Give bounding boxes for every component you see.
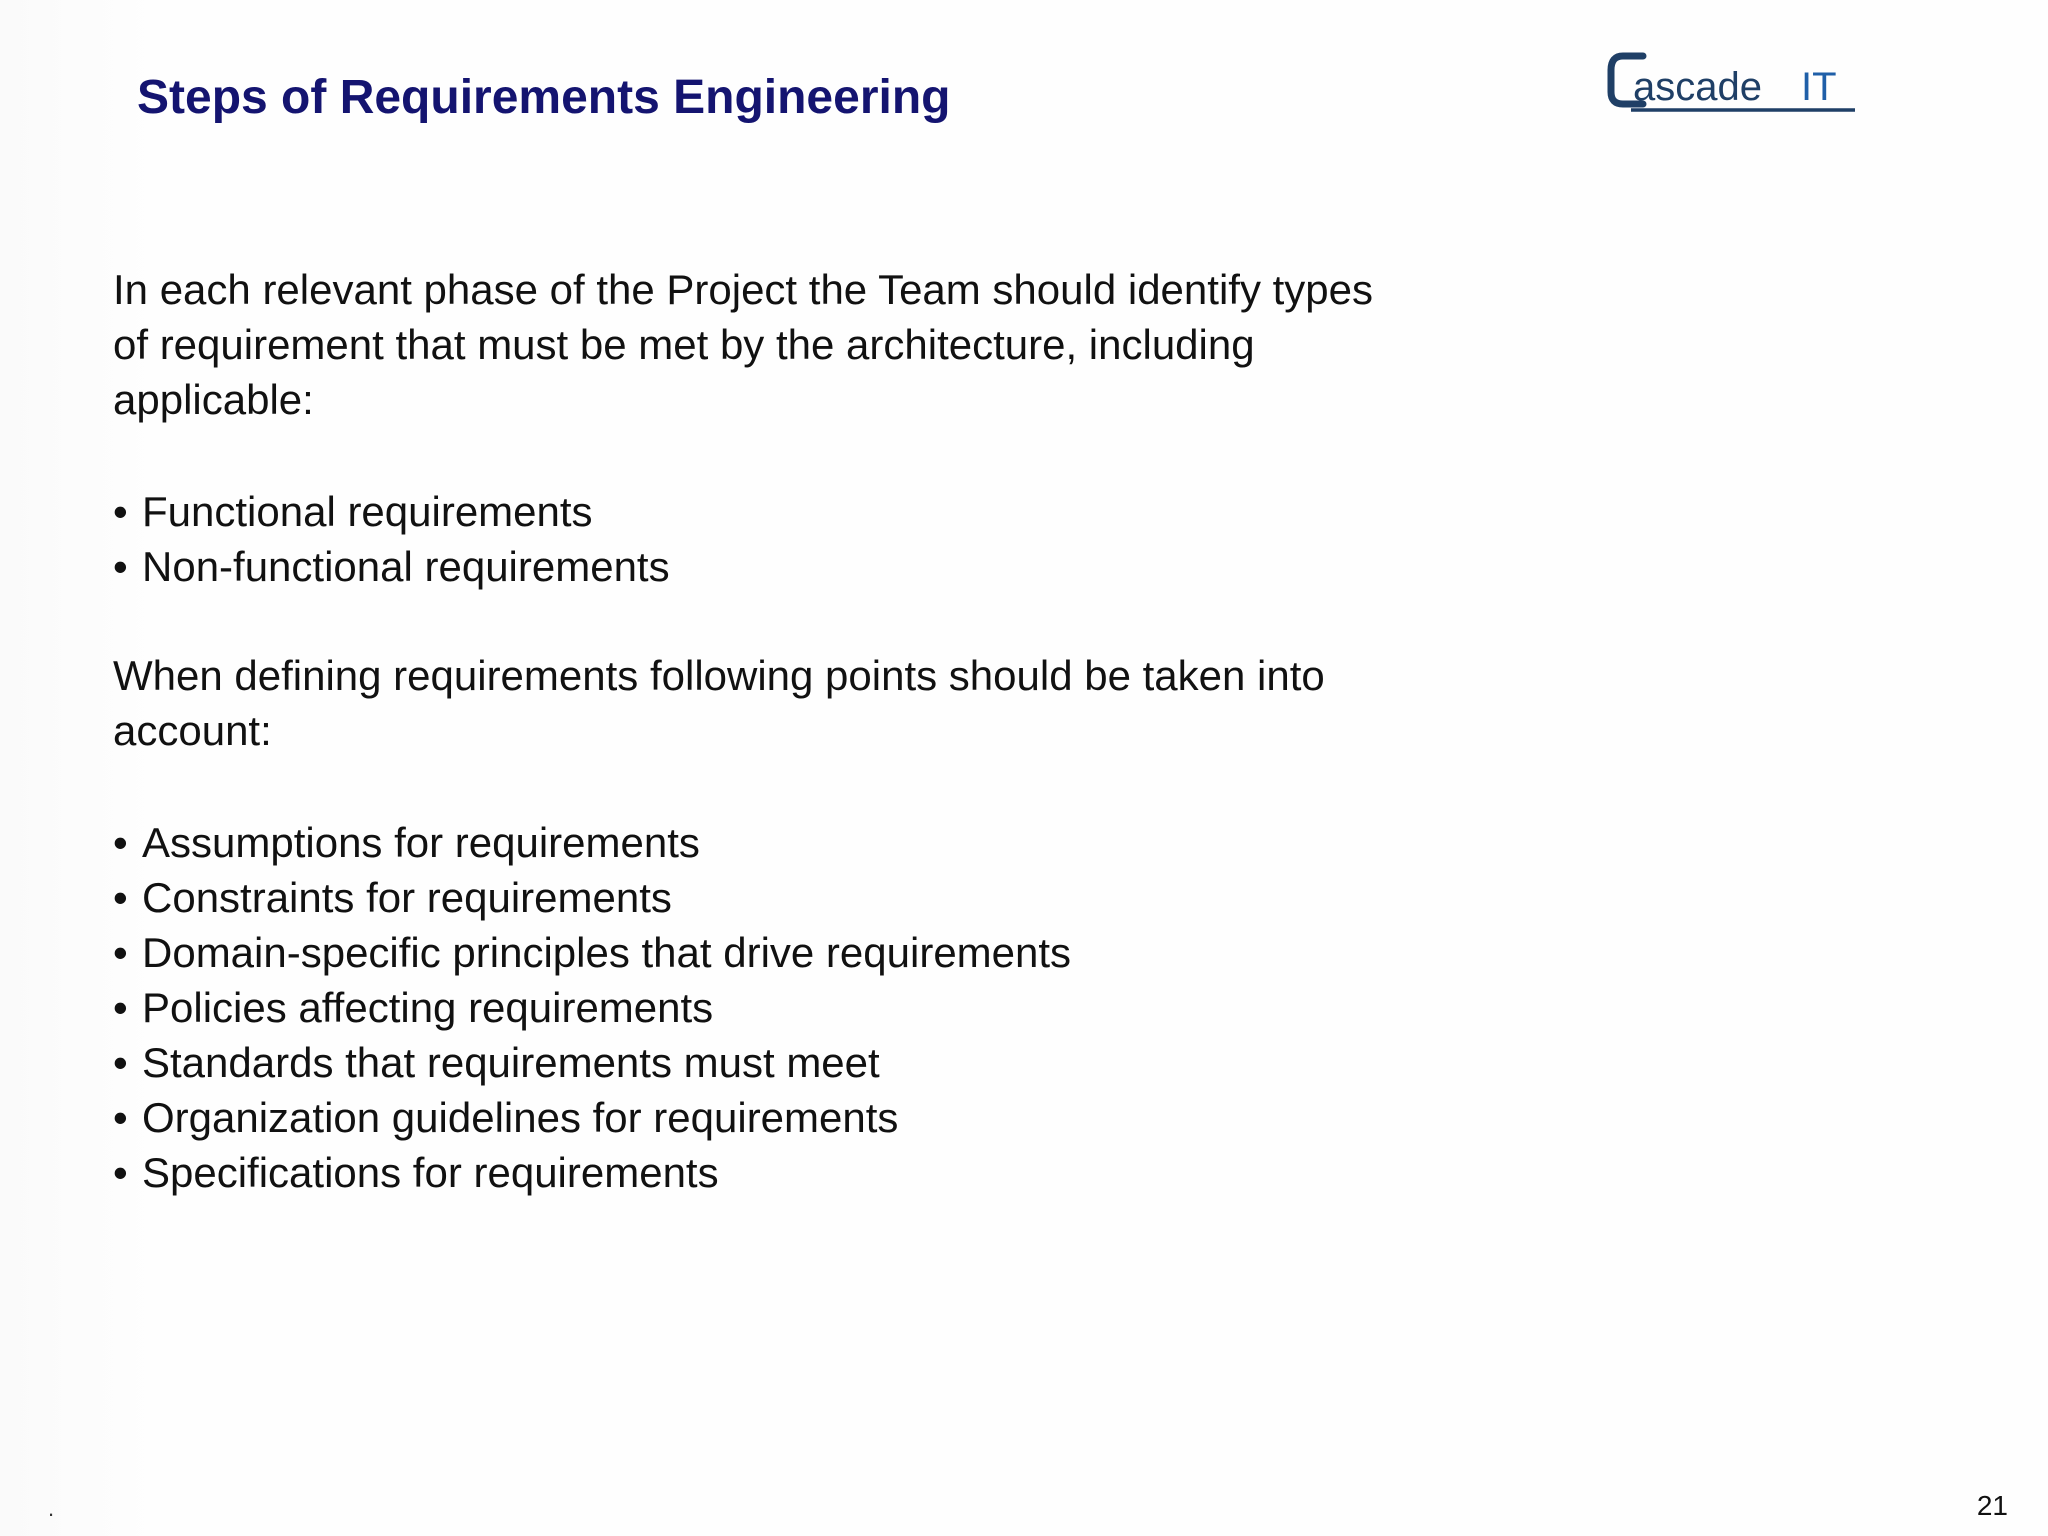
list-item-text: Specifications for requirements <box>142 1149 719 1196</box>
list-item-text: Constraints for requirements <box>142 874 672 921</box>
bullet: • <box>113 929 128 976</box>
list-item <box>113 1145 1071 1200</box>
cascade-it-logo <box>1605 50 1865 120</box>
defining-paragraph <box>113 648 1325 758</box>
list-item <box>113 925 1071 980</box>
defining-line: account: <box>113 707 272 754</box>
page-number: 21 <box>1976 1490 2008 1521</box>
bullet: • <box>113 819 128 866</box>
list-item-text: Policies affecting requirements <box>142 984 714 1031</box>
logo-text-accent: IT <box>1801 65 1837 109</box>
bullet: • <box>113 488 128 535</box>
list-item <box>113 815 1071 870</box>
requirement-types-list <box>113 484 670 594</box>
bullet: • <box>113 1149 128 1196</box>
list-item <box>113 980 1071 1035</box>
bullet: • <box>113 874 128 921</box>
list-item <box>113 1035 1071 1090</box>
list-item-text: Domain-specific principles that drive requirements <box>142 929 1072 976</box>
bullet: • <box>113 1094 128 1141</box>
list-item <box>113 870 1071 925</box>
defining-line: When defining requirements following points should be taken into <box>113 652 1325 699</box>
intro-paragraph <box>113 262 1373 427</box>
list-item-text: Organization guidelines for requirements <box>142 1094 899 1141</box>
considerations-list <box>113 815 1071 1200</box>
list-item-text: Assumptions for requirements <box>142 819 700 866</box>
intro-line: In each relevant phase of the Project the Team should identify types <box>113 266 1373 313</box>
list-item <box>113 1090 1071 1145</box>
logo-text-main: ascade <box>1633 65 1762 109</box>
intro-line: applicable: <box>113 376 314 423</box>
slide-title: Steps of Requirements Engineering <box>137 71 951 124</box>
list-item <box>113 484 670 539</box>
left-shade <box>0 0 165 1536</box>
list-item <box>113 539 670 594</box>
bullet: • <box>113 543 128 590</box>
bullet: • <box>113 1039 128 1086</box>
list-item-text: Functional requirements <box>142 488 593 535</box>
list-item-text: Standards that requirements must meet <box>142 1039 880 1086</box>
list-item-text: Non-functional requirements <box>142 543 670 590</box>
footer-dot: . <box>48 1496 55 1521</box>
intro-line: of requirement that must be met by the architecture, including <box>113 321 1255 368</box>
bullet: • <box>113 984 128 1031</box>
